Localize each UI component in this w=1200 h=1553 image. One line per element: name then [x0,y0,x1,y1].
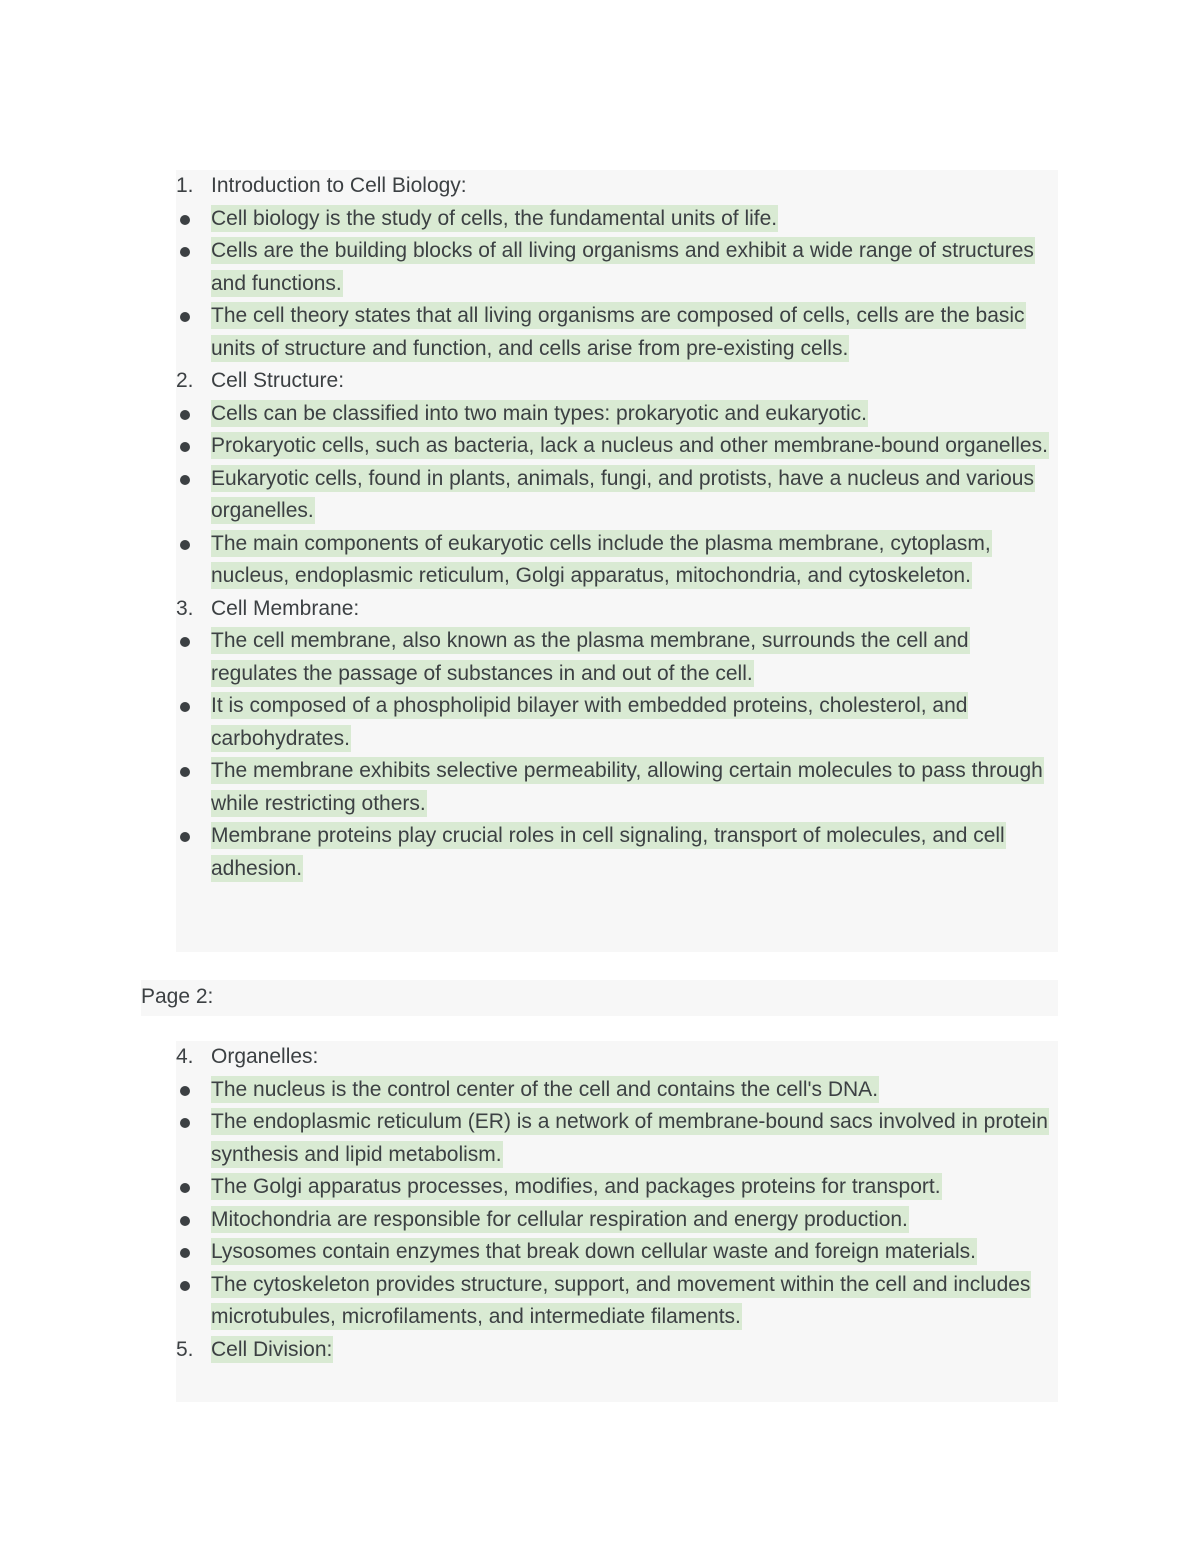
list-item-text: The nucleus is the control center of the cell and contains the cell's DNA. [211,1077,879,1101]
list-item-text: Introduction to Cell Biology: [211,174,467,197]
bullet-dot-icon [180,767,190,777]
bullet-item [176,1171,1058,1204]
list-item-text: The cell membrane, also known as the plasma membrane, surrounds the cell and regulates the passage of substances in and out of the cell. [211,629,969,685]
list-number: 3. [176,596,194,620]
bullet-item [176,463,1058,528]
bullet-dot-icon [180,247,190,257]
list-item-text-wrap [211,203,1058,236]
bullet-dot-icon [180,442,190,452]
list-item-text: The main components of eukaryotic cells include the plasma membrane, cytoplasm, nucleus, endoplasmic reticulum, Golgi apparatus, mitochondria, and cytoskeleton. [211,531,991,587]
list-item-text: Cells are the building blocks of all living organisms and exhibit a wide range of structures and functions. [211,239,1034,295]
bullet-dot-icon [180,1281,190,1291]
list-item-text: Cell Division: [211,1337,333,1361]
list-number: 2. [176,369,194,392]
bullet-item [176,625,1058,690]
list-item-text-wrap [211,1106,1058,1171]
list-item-text: Lysosomes contain enzymes that break down cellular waste and foreign materials. [211,1240,976,1263]
bullet-item [176,820,1058,885]
bullet-dot-icon [180,1248,190,1258]
list-item-text-wrap [211,1204,1058,1237]
numbered-heading [176,1041,1058,1074]
bullet-item [176,1204,1058,1237]
list-item-text-wrap [211,1236,1058,1269]
list-item-text: Cells can be classified into two main types: prokaryotic and eukaryotic. [211,401,867,425]
list-item-text: Cell biology is the study of cells, the fundamental units of life. [211,206,778,230]
list-item-text: It is composed of a phospholipid bilayer with embedded proteins, cholesterol, and carbohydrates. [211,694,968,750]
list-item-text: Mitochondria are responsible for cellular respiration and energy production. [211,1207,908,1231]
bullet-item [176,1236,1058,1269]
list-number: 4. [176,1045,194,1068]
list-item-text: The endoplasmic reticulum (ER) is a network of membrane-bound sacs involved in protein synthesis and lipid metabolism. [211,1110,1048,1166]
bullet-dot-icon [180,1118,190,1128]
notes-block-2 [176,1041,1058,1402]
bullet-dot-icon [180,1086,190,1096]
notes-list-1 [176,170,1058,885]
bullet-dot-icon [180,540,190,550]
list-item-text: The cell theory states that all living organisms are composed of cells, cells are the basic units of structure and function, and cells arise from pre-existing cells. [211,304,1025,360]
bullet-dot-icon [180,832,190,842]
list-item-text-wrap [211,1041,1058,1074]
bullet-item [176,1269,1058,1334]
list-item-text-wrap [211,430,1058,463]
bullet-dot-icon [180,702,190,712]
bullet-item [176,1074,1058,1107]
bullet-item [176,235,1058,300]
page-label [141,980,1058,1016]
list-item-text-wrap [211,625,1058,690]
list-item-text-wrap [211,235,1058,300]
bullet-item [176,1106,1058,1171]
notes-list-2 [176,1041,1058,1366]
list-item-text-wrap [211,170,1058,203]
list-item-text-wrap [211,365,1058,398]
list-item-text: Cell Structure: [211,369,345,392]
page-label-text: Page 2: [141,985,214,1008]
bullet-dot-icon [180,410,190,420]
list-item-text: Eukaryotic cells, found in plants, animals, fungi, and protists, have a nucleus and various organelles. [211,466,1034,522]
bullet-item [176,690,1058,755]
list-item-text-wrap [211,690,1058,755]
bullet-dot-icon [180,1216,190,1226]
bullet-item [176,755,1058,820]
bullet-item [176,528,1058,593]
numbered-heading [176,365,1058,398]
numbered-heading [176,593,1058,626]
list-item-text-wrap [211,1269,1058,1334]
list-number: 5. [176,1337,194,1361]
numbered-heading [176,1334,1058,1367]
list-item-text-wrap [211,1334,1058,1367]
bullet-item [176,300,1058,365]
list-item-text: Cell Membrane: [211,596,360,620]
bullet-dot-icon [180,637,190,647]
list-item-text-wrap [211,593,1058,626]
list-number: 1. [176,174,194,197]
list-item-text: The cytoskeleton provides structure, support, and movement within the cell and includes microtubules, microfilaments, and intermediate filaments. [211,1272,1031,1328]
list-item-text-wrap [211,1171,1058,1204]
numbered-heading [176,170,1058,203]
bullet-item [176,398,1058,431]
list-item-text: Membrane proteins play crucial roles in cell signaling, transport of molecules, and cell adhesion. [211,824,1005,880]
list-item-text-wrap [211,755,1058,820]
bullet-dot-icon [180,215,190,225]
list-item-text-wrap [211,398,1058,431]
list-item-text-wrap [211,1074,1058,1107]
list-item-text-wrap [211,528,1058,593]
list-item-text: The membrane exhibits selective permeability, allowing certain molecules to pass through while restricting others. [211,759,1043,815]
bullet-dot-icon [180,475,190,485]
list-item-text-wrap [211,300,1058,365]
list-item-text: Organelles: [211,1045,319,1068]
list-item-text: Prokaryotic cells, such as bacteria, lack a nucleus and other membrane-bound organelles. [211,434,1048,457]
bullet-item [176,430,1058,463]
list-item-text-wrap [211,463,1058,528]
bullet-dot-icon [180,312,190,322]
notes-block-1 [176,170,1058,952]
bullet-item [176,203,1058,236]
bullet-dot-icon [180,1183,190,1193]
list-item-text-wrap [211,820,1058,885]
list-item-text: The Golgi apparatus processes, modifies, and packages proteins for transport. [211,1175,941,1198]
